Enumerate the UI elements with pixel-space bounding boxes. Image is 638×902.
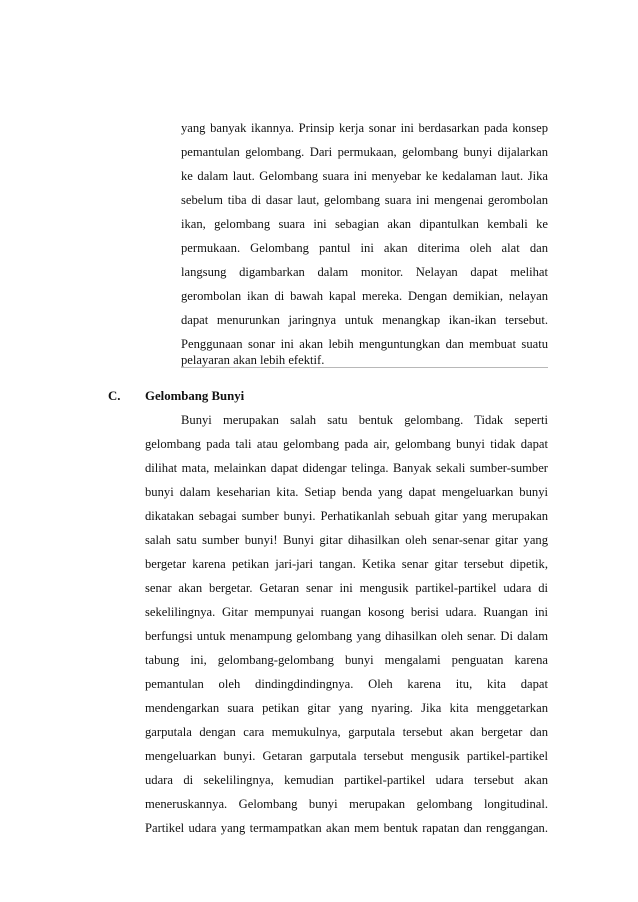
box-line: pemantulan gelombang. Dari permukaan, gelombang bunyi dijalarkan [181, 145, 548, 159]
section-title: Gelombang Bunyi [145, 389, 245, 403]
body-line: mengeluarkan bunyi. Getaran garputala tersebut mengusik partikel-partikel [145, 749, 548, 763]
box-line: pelayaran akan lebih efektif. [181, 353, 325, 367]
body-line: sekelilingnya. Gitar mempunyai ruangan kosong berisi udara. Ruangan ini [145, 605, 548, 619]
section-letter: C. [108, 389, 121, 403]
box-line: langsung digambarkan dalam monitor. Nelayan dapat melihat [181, 265, 548, 279]
box-line: Penggunaan sonar ini akan lebih menguntungkan dan membuat suatu [181, 337, 548, 351]
body-line: pemantulan oleh dindingdindingnya. Oleh karena itu, kita dapat [145, 677, 548, 691]
body-line: mendengarkan suara petikan gitar yang nyaring. Jika kita menggetarkan [145, 701, 548, 715]
body-line: udara di sekelilingnya, kemudian partikel-partikel udara tersebut akan [145, 773, 548, 787]
body-line: meneruskannya. Gelombang bunyi merupakan gelombang longitudinal. [145, 797, 548, 811]
box-line: dapat menurunkan jaringnya untuk menangkap ikan-ikan tersebut. [181, 313, 548, 327]
body-line: Bunyi merupakan salah satu bentuk gelombang. Tidak seperti [181, 413, 548, 427]
body-line: bergetar karena petikan jari-jari tangan. Ketika senar gitar tersebut dipetik, [145, 557, 548, 571]
box-line: gerombolan ikan di bawah kapal mereka. Dengan demikian, nelayan [181, 289, 548, 303]
box-line: ikan, gelombang suara ini sebagian akan dipantulkan kembali ke [181, 217, 548, 231]
body-line: gelombang pada tali atau gelombang pada air, gelombang bunyi tidak dapat [145, 437, 548, 451]
body-line: dilihat mata, melainkan dapat didengar telinga. Banyak sekali sumber-sumber [145, 461, 548, 475]
box-line: permukaan. Gelombang pantul ini akan diterima oleh alat dan [181, 241, 548, 255]
body-line: berfungsi untuk menampung gelombang yang dihasilkan oleh senar. Di dalam [145, 629, 548, 643]
body-line: garputala dengan cara memukulnya, garputala tersebut akan bergetar dan [145, 725, 548, 739]
body-line: salah satu sumber bunyi! Bunyi gitar dihasilkan oleh senar-senar gitar yang [145, 533, 548, 547]
box-line: ke dalam laut. Gelombang suara ini menyebar ke kedalaman laut. Jika [181, 169, 548, 183]
body-line: bunyi dalam keseharian kita. Setiap benda yang dapat mengeluarkan bunyi [145, 485, 548, 499]
body-line: senar akan bergetar. Getaran senar ini mengusik partikel-partikel udara di [145, 581, 548, 595]
body-line: dikatakan sebagai sumber bunyi. Perhatikanlah sebuah gitar yang merupakan [145, 509, 548, 523]
body-line: Partikel udara yang termampatkan akan mem bentuk rapatan dan renggangan. [145, 821, 548, 835]
box-line: sebelum tiba di dasar laut, gelombang suara ini mengenai gerombolan [181, 193, 548, 207]
box-line: yang banyak ikannya. Prinsip kerja sonar ini berdasarkan pada konsep [181, 121, 548, 135]
body-line: tabung ini, gelombang-gelombang bunyi mengalami penguatan karena [145, 653, 548, 667]
box-bottom-rule [181, 367, 548, 368]
